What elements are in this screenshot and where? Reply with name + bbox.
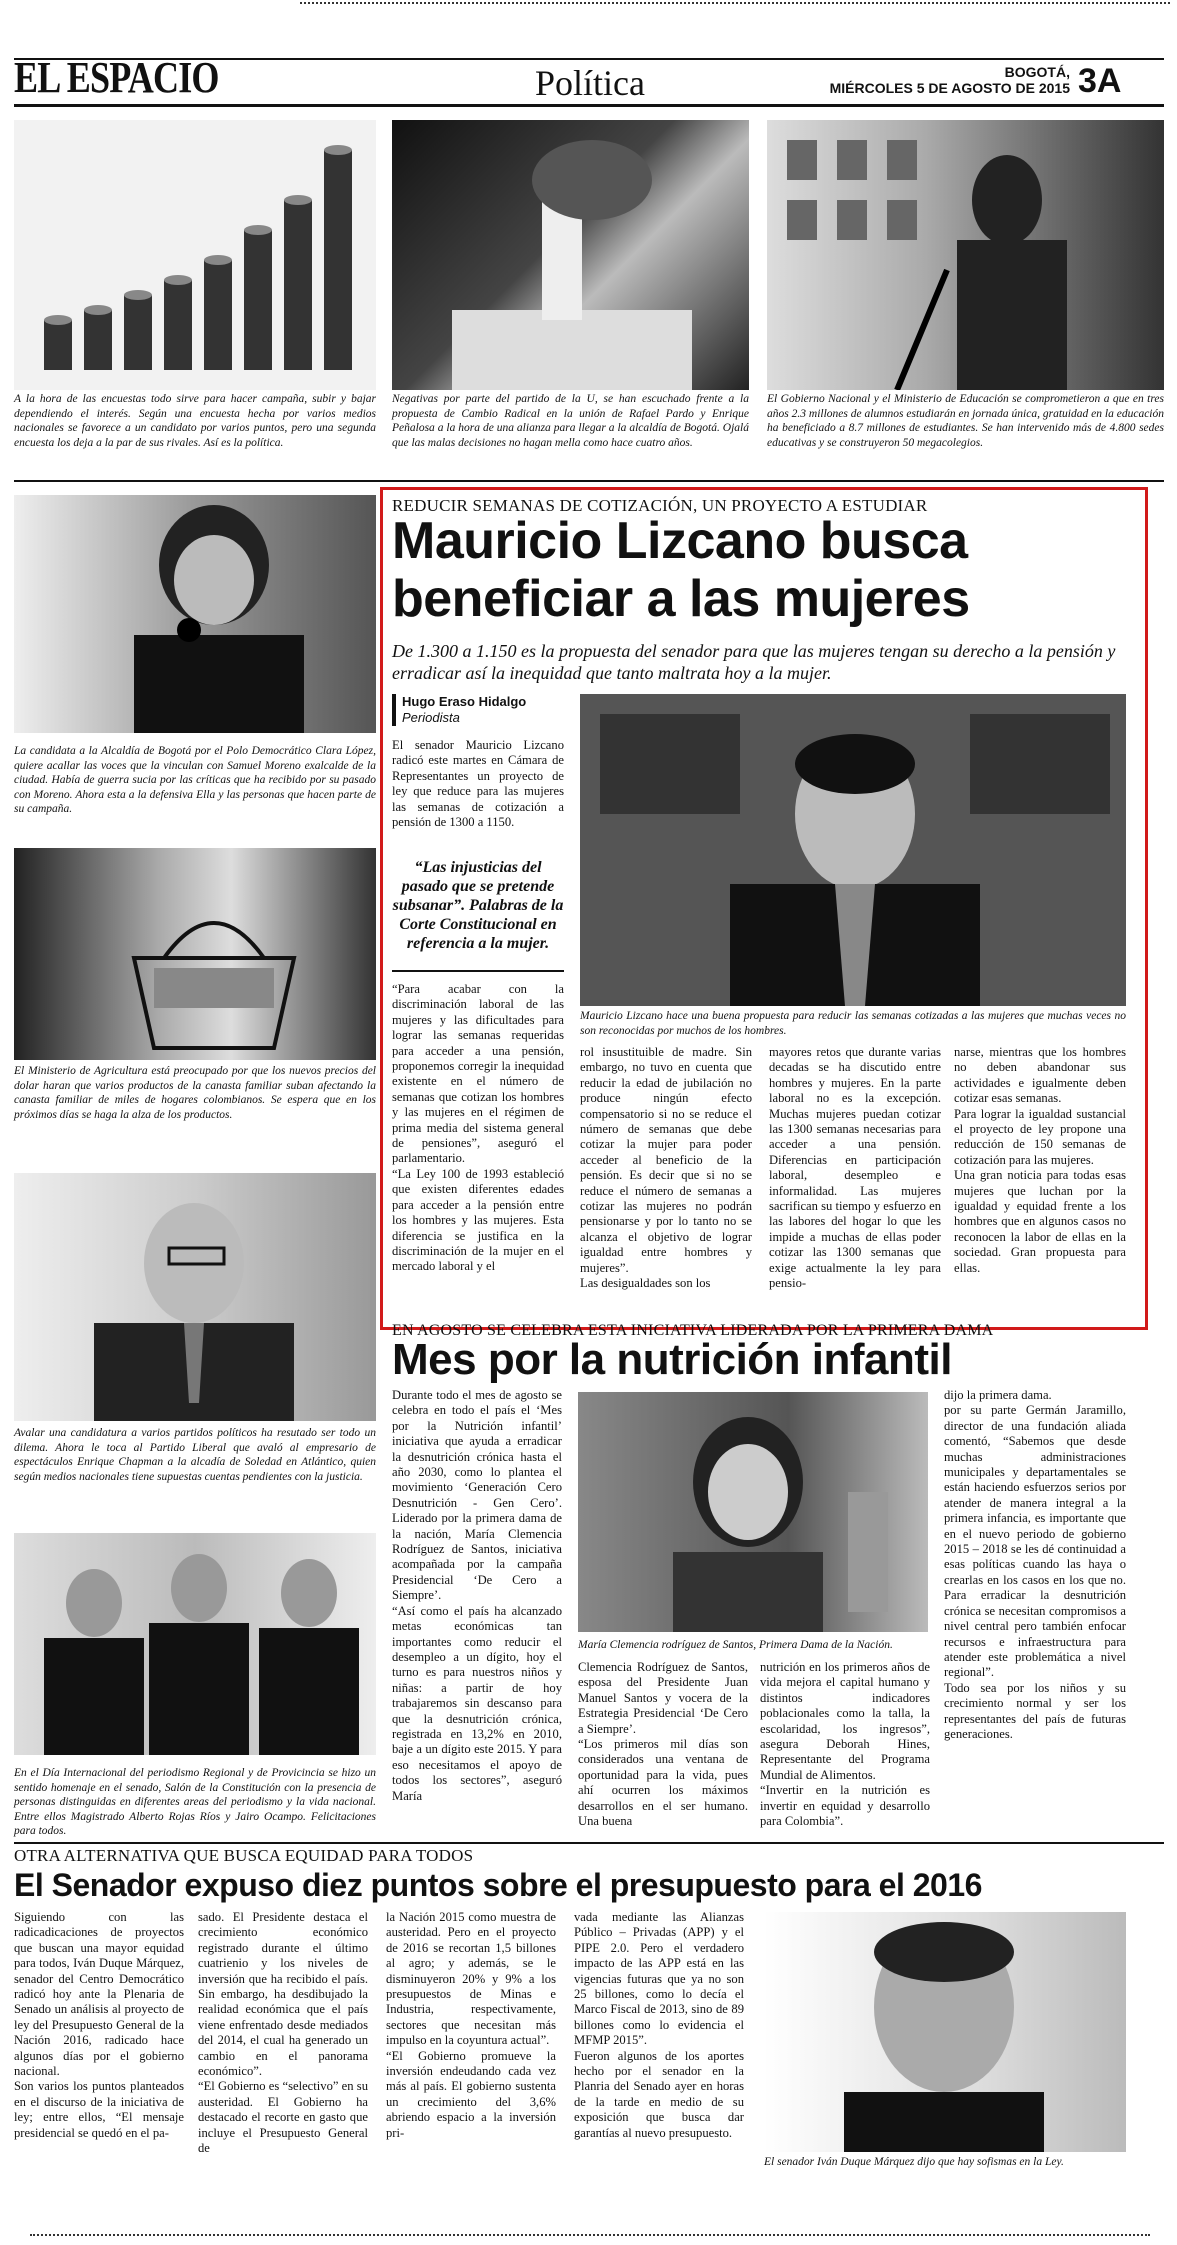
lead-byline <box>392 694 572 726</box>
nutrition-col-1-p1: Durante todo el mes de agosto se celebra en todo el país el ‘Mes por la Nutrición infantil’ iniciativa que ayuda a erradicar la desnutrición crónica hasta el año 2030, como lo plantea el movimiento ‘Generación Cero Desnutrición - Gen Cero’. Liderado por la primera dama de la nación, María Clemencia Rodríguez de Santos, iniciativa acompañada por la campaña Presidencial ‘De Cero a Siempre’. <box>392 1388 562 1603</box>
lead-col-3-p1: mayores retos que durante varias decadas se ha discutido entre hombres y mujeres. En la parte laboral no es la excepción. Muchas mujeres puedan cotizar las 1300 semanas necesarias para acceder a una pensión. Diferencias en participación laboral, desempleo e informalidad. Las mujeres sacrifican su tiempo y esfuerzo en las labores del hogar lo que les impide a muchas de ellas poder cotizar las 1300 semanas que exige actualmente la ley para pensio- <box>769 1045 941 1291</box>
lead-photo-caption: Mauricio Lizcano hace una buena propuesta para reducir las semanas cotizadas a las mujeres que muchas veces no son reconocidas por muchos de los hombres. <box>580 1010 1126 1037</box>
pull-quote-rule <box>392 970 564 972</box>
lead-col-1 <box>392 982 564 1275</box>
lead-col-1-p1: “Para acabar con la discriminación laboral de las mujeres y las dificultades para lograr las semanas requeridas para acceder a una pensión, proponemos corregir la inequidad existente en el número de semanas que cotizan los hombres y las mujeres en el régimen de prima media del sistema general de pensiones”, aseguró el parlamentario. <box>392 982 564 1166</box>
budget-photo <box>764 1912 1126 2152</box>
nutrition-photo-caption: María Clemencia rodríguez de Santos, Primera Dama de la Nación. <box>578 1639 893 1651</box>
left-photo-3 <box>14 1173 376 1421</box>
budget-col-3-p1: la Nación 2015 como muestra de austeridad. Pero en el proyecto de 2016 se recortan 1,5 billones al agro; y además, se le disminuyeron 20% y 9% a los presupuestos de Minas e Industria, respectivamente, sectores que necesitan más impulso en la coyuntura actual”. <box>386 1910 556 2048</box>
budget-rule <box>14 1842 1164 1844</box>
top-caption-3: El Gobierno Nacional y el Ministerio de Educación se comprometieron a que en tres años 2.3 millones de alumnos estudiarán en jornada única, gratuidad en la educación ha beneficiado a 8.7 millones de estudiantes. Se han intervenido más de 4.800 sedes educativas y se construyeron 50 megacolegios. <box>767 393 1164 449</box>
nutrition-col-3 <box>760 1660 930 1829</box>
nutrition-headline: Mes por la nutrición infantil <box>392 1335 952 1384</box>
budget-col-1-p1: Siguiendo con las radicadicaciones de proyectos que buscan una mayor equidad para todos, Iván Duque Márquez, senador del Centro Democrático radicó hoy ante la Plenaria de Senado un análisis al proyecto de ley del Presupuesto General de la Nación 2016, radicado hace algunos días por el gobierno nacional. <box>14 1910 184 2079</box>
page-edge-bottom <box>30 2234 1150 2236</box>
budget-photo-caption: El senador Iván Duque Márquez dijo que hay sofismas en la Ley. <box>764 2156 1064 2168</box>
page-number: 3A <box>1078 62 1122 100</box>
speaker-photo <box>767 120 1164 390</box>
businessman-photo <box>14 1173 376 1421</box>
top-photo-2 <box>392 120 749 390</box>
shopping-basket-photo <box>14 848 376 1060</box>
top-photo-1 <box>14 120 376 390</box>
dateline <box>790 64 1070 96</box>
nutrition-kicker: EN AGOSTO SE CELEBRA ESTA INICIATIVA LIDERADA POR LA PRIMERA DAMA <box>392 1322 994 1339</box>
first-lady-photo <box>578 1392 928 1632</box>
budget-col-1-p2: Son varios los puntos planteados en el discurso de la iniciativa de ley; entre ellos, “El mensaje presidencial se quedó en el pa- <box>14 2079 184 2140</box>
dateline-city: BOGOTÁ, <box>1004 64 1070 80</box>
lead-col-2 <box>580 1045 752 1292</box>
lead-col-4-p1: narse, mientras que los hombres no deben abandonar sus actividades e igualmente deben cotizar esas semanas. <box>954 1045 1126 1106</box>
nutrition-col-2 <box>578 1660 748 1829</box>
nutrition-col-3-p2: “Invertir en la nutrición es invertir en equidad y desarrollo para Colombia”. <box>760 1783 930 1829</box>
left-caption-2: El Ministerio de Agricultura está preocupado por que los nuevos precios del dolar haran que varios productos de la canasta familiar suban afectando la canasta familiar de miles de hogares colombianos. Se espera que en los próximos días se haga la alza de los productos. <box>14 1065 376 1121</box>
page-edge <box>300 2 1170 4</box>
lead-col-3 <box>769 1045 941 1292</box>
author-role: Periodista <box>402 710 460 725</box>
lead-col-4-p3: Una gran noticia para todas esas mujeres que luchan por la igualdad y equidad frente a los hombres que en algunos casos no reconocen la labor de ellas en la sociedad. Gran propuesta para ellas. <box>954 1168 1126 1275</box>
left-photo-4 <box>14 1533 376 1755</box>
left-caption-4: En el Día Internacional del periodismo Regional y de Provicincia se hizo un sentido homenaje en el senado, Salón de la Constitución con la presencia de personas distinguidas en diferentes areas del periodismo y la vida nacional. Entre ellos Magistrado Alberto Rojas Ríos y Jairo Ocampo. Felicitaciones para todos. <box>14 1767 376 1837</box>
top-photo-3 <box>767 120 1164 390</box>
budget-col-4 <box>574 1910 744 2141</box>
lead-pull-quote: “Las injusticias del pasado que se pretende subsanar”. Palabras de la Corte Constitucional en referencia a la mujer. <box>392 859 564 952</box>
budget-col-3-p2: “El Gobierno promueve la inversión endeudando cada vez más al país. El gobierno sustenta un crecimiento del 3,6% abriendo espacio a la inversión pri- <box>386 2048 556 2140</box>
budget-col-4-p1: vada mediante las Alianzas Público – Privadas (APP) y el PIPE 2.0. Pero el verdadero impacto de las APP está en las vigencias futuras que ya no son 25 billones, como lo decía el Marco Fiscal de 2013, sino de 89 billones como lo evidencia el MFMP 2015”. <box>574 1910 744 2048</box>
budget-col-2-p2: “El Gobierno es “selectivo” en su austeridad. El Gobierno ha destacado el recorte en gasto que incluye el Presupuesto General de <box>198 2079 368 2156</box>
left-photo-2 <box>14 848 376 1060</box>
ballot-box-photo <box>392 120 749 390</box>
nutrition-col-4 <box>944 1388 1126 1742</box>
masthead-rule-bottom <box>14 104 1164 107</box>
nutrition-col-4-p2: por su parte Germán Jaramillo, director de una fundación aliada comentó, “Sabemos que desde muchas administraciones municipales y departamentales se están haciendo esfuerzos serios por atender de manera integral a la primera infancia, es importante que en el nuevo periodo de gobierno 2015 – 2018 se les dé continuidad a esas políticas cuando las haya o crearlas en los casos en los que no. Para erradicar la desnutrición crónica se necesitan compromisos a nivel central pero también enfocar recursos e infraestructura para atender este problemática a nivel regional”. <box>944 1403 1126 1680</box>
top-row-rule <box>14 480 1164 482</box>
lead-col-4-p2: Para lograr la igualdad sustancial el proyecto de ley propone una reducción de 150 semanas de cotización para las mujeres. <box>954 1106 1126 1167</box>
nutrition-col-1-p2: “Así como el país ha alcanzado metas económicas tan importantes como reducir el desempleo a un dígito, hoy el turno es para nuestros niños y niñas: a partir de hoy trabajaremos sin descanso para que la desnutrición crónica, registrada en 13,2% en 2010, baje a un dígito este 2015. Y para eso necesitamos el apoyo de todos los sectores”, aseguró María <box>392 1603 562 1803</box>
candidate-photo <box>14 495 376 733</box>
senator-lizcano-photo <box>580 694 1126 1006</box>
nutrition-photo <box>578 1392 928 1632</box>
top-caption-1: A la hora de las encuestas todo sirve para hacer campaña, subir y bajar dependiendo el interés. Según una encuesta hecha por varios medios nacionales se favorece a un candidato por varios puntos, pero una segunda encuesta los deja a la par de sus rivales. Así es la política. <box>14 393 376 449</box>
nutrition-col-2-p2: “Los primeros mil días son considerados una ventana de oportunidad para la vida, pues ahí ocurren los máximos desarrollos en el ser humano. Una buena <box>578 1737 748 1829</box>
budget-headline: El Senador expuso diez puntos sobre el presupuesto para el 2016 <box>14 1867 982 1903</box>
nutrition-col-3-p1: nutrición en los primeros años de vida mejora el capital humano y distintos indicadores poblacionales como la talla, la escolaridad, los ingresos”, asegura Deborah Hines, Representante del Programa Mundial de Alimentos. <box>760 1660 930 1782</box>
budget-col-3 <box>386 1910 556 2141</box>
lead-photo <box>580 694 1126 1006</box>
left-photo-1 <box>14 495 376 733</box>
nutrition-col-2-p1: Clemencia Rodríguez de Santos, esposa del Presidente Juan Manuel Santos y vocera de la Estrategia Presidencial ‘De Cero a Siempre’. <box>578 1660 748 1736</box>
lead-col-1-p2: “La Ley 100 de 1993 estableció que existen diferentes edades para acceder a la pensión entre los hombres y las mujeres. Esta diferencia se justifica en la discriminación de la mujer en el mercado laboral y el <box>392 1166 564 1274</box>
lead-deck: De 1.300 a 1.150 es la propuesta del senador para que las mujeres tengan su derecho a la pensión y erradicar así la inequidad que tanto maltrata hoy a la mujer. <box>392 641 1116 683</box>
lead-col-2-p2: Las desigualdades son los <box>580 1276 711 1291</box>
lead-col-4 <box>954 1045 1126 1276</box>
nutrition-col-4-p3: Todo sea por los niños y su crecimiento normal y ser los representantes del país de futuras generaciones. <box>944 1680 1126 1741</box>
lead-col-2-p1: rol insustituible de madre. Sin embargo, no tuvo en cuenta que reducir la edad de jubilación no produce ningún efecto compensatorio si no se reduce el número de semanas que debe cotizar la mujer para poder acceder al beneficio de la pensión. Es decir que si no se reduce el número de semanas a cotizar las mujeres no podrán pensionarse y por lo tanto no se alcanza el objetivo de lograr igualdad entre hombres y mujeres”. <box>580 1045 752 1275</box>
lead-headline <box>392 512 1132 628</box>
budget-col-1 <box>14 1910 184 2141</box>
lead-intro: El senador Mauricio Lizcano radicó este martes en Cámara de Representantes un proyecto de ley que reduce para las mujeres las semanas de cotización a pensión de 1300 a 1150. <box>392 738 564 830</box>
budget-col-2 <box>198 1910 368 2157</box>
bar-graph-photo <box>14 120 376 390</box>
lead-kicker: REDUCIR SEMANAS DE COTIZACIÓN, UN PROYECTO A ESTUDIAR <box>392 496 928 515</box>
nutrition-col-1 <box>392 1388 562 1804</box>
newspaper-logo: EL ESPACIO <box>14 53 219 102</box>
section-title: Política <box>535 63 645 103</box>
budget-kicker: OTRA ALTERNATIVA QUE BUSCA EQUIDAD PARA TODOS <box>14 1846 474 1865</box>
budget-col-2-p1: sado. El Presidente destaca el crecimiento económico registrado durante el último cuatrienio y los niveles de inversión que ha recibido el país. Sin embargo, ha desdibujado la realidad económica que el país viene enfrentado desde mediados del 2014, el cual ha generado un cambio en el panorama económico”. <box>198 1910 368 2079</box>
top-caption-2: Negativas por parte del partido de la U, se han escuchado frente a la propuesta de Cambio Radical en la unión de Rafael Pardo y Enrique Peñalosa a la hora de una alianza para llegar a la alcaldía de Bogotá. Ojalá que las malas decisiones no hagan mella como hace cuatro años. <box>392 393 749 449</box>
lead-headline-line-1: Mauricio Lizcano busca <box>392 512 968 570</box>
three-men-photo <box>14 1533 376 1755</box>
budget-col-4-p2: Fueron algunos de los aportes hecho por el senador en la Planria del Senado ayer en horas de la tarde en medio de su exposición que busca dar garantías al nuevo presupuesto. <box>574 2048 744 2140</box>
lead-headline-line-2: beneficiar a las mujeres <box>392 570 970 628</box>
left-caption-3: Avalar una candidatura a varios partidos políticos ha resutado ser todo un dilema. Ahora le toca al Partido Liberal que avaló al empresario de espectáculos Enrique Chapman a la alcadía de Soledad en Atlántico, quien según medios nacionales tiene supuestas cuentas pendientes con la justicia. <box>14 1427 376 1483</box>
left-caption-1: La candidata a la Alcaldía de Bogotá por el Polo Democrático Clara López, quiere acallar las voces que la vinculan con Samuel Moreno exalcalde de la ciudad. Había de guerra sucia por las críticas que ha recibido por su pasado con Moreno. Ahora esta a la defensiva Ella y las personas que hacen parte de su campaña. <box>14 745 376 815</box>
senator-duque-photo <box>764 1912 1126 2152</box>
dateline-date: MIÉRCOLES 5 DE AGOSTO DE 2015 <box>829 80 1070 96</box>
author-name: Hugo Eraso Hidalgo <box>402 694 527 709</box>
nutrition-col-4-p1: dijo la primera dama. <box>944 1388 1052 1402</box>
